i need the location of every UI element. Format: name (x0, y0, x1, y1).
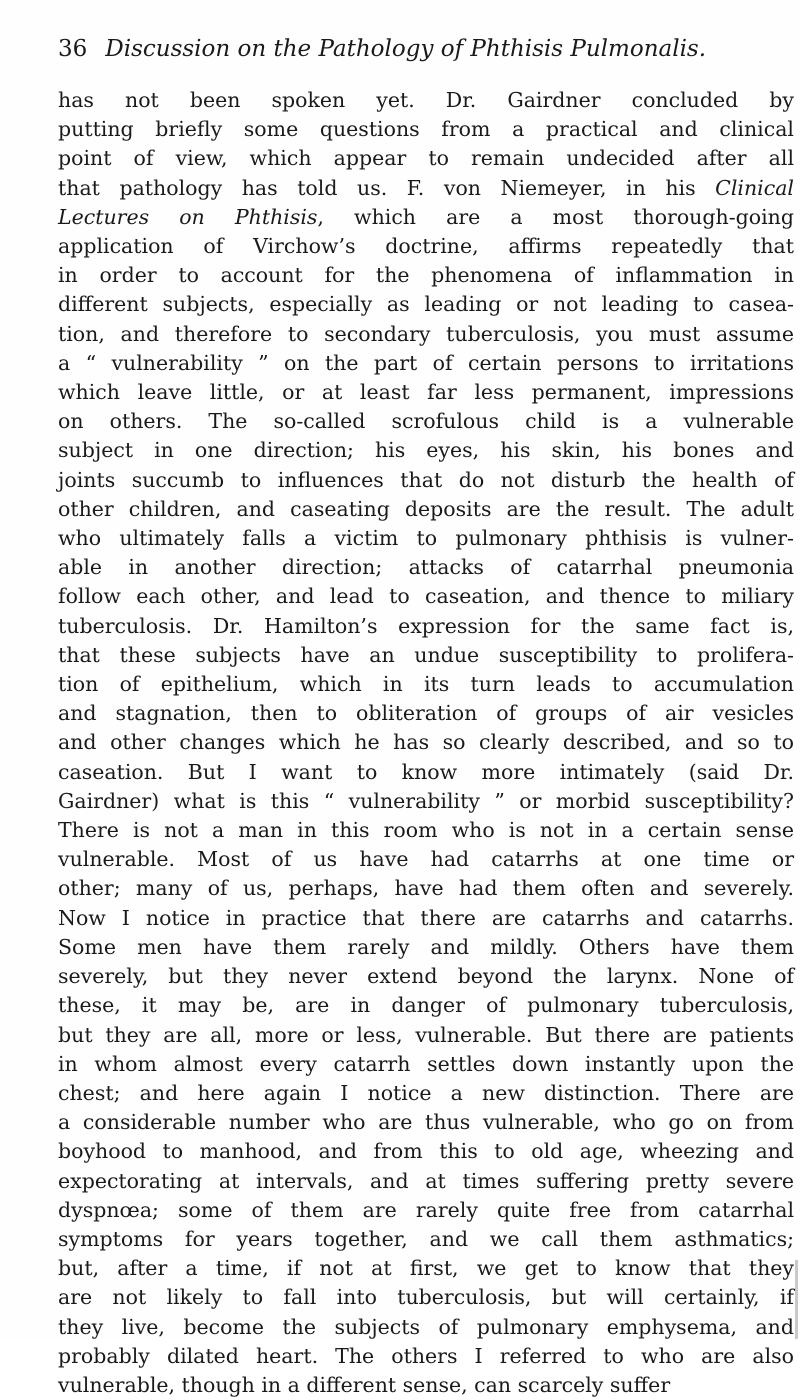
line-text: are not likely to fall into tuberculosis, but will certainly, if (58, 1285, 794, 1310)
line-text: probably dilated heart. The others I referred to who are also (58, 1343, 794, 1368)
running-title: Discussion on the Pathology of Phthisis Pulmonalis. (105, 36, 707, 62)
line-text: that pathology has told us. F. von Niemeyer, in his (58, 175, 716, 200)
line-text: a “ vulnerability ” on the part of certain persons to irritations (58, 350, 794, 375)
line-text: tion, and therefore to secondary tuberculosis, you must assume (58, 321, 794, 346)
text-line (58, 144, 794, 173)
page-edge-shadow (795, 1260, 798, 1339)
line-text: subject in one direction; his eyes, his skin, his bones and (58, 438, 794, 463)
line-text: , which are a most thorough-going (317, 204, 794, 229)
text-line (58, 991, 794, 1020)
line-text: has not been spoken yet. Dr. Gairdner concluded by (58, 88, 794, 112)
text-line (58, 1050, 794, 1079)
running-head (58, 36, 758, 62)
text-line (58, 1254, 794, 1283)
line-text: putting briefly some questions from a practical and clinical (58, 117, 794, 142)
text-line (58, 1079, 794, 1108)
line-text: but they are all, more or less, vulnerable. But there are patients (58, 1022, 794, 1047)
text-line (58, 816, 794, 845)
text-line (58, 1371, 794, 1400)
text-line (58, 320, 794, 349)
line-text: joints succumb to influences that do not disturb the health of (58, 467, 794, 492)
line-text: point of view, which appear to remain undecided after all (58, 146, 794, 171)
text-line (58, 641, 794, 670)
text-line (58, 553, 794, 582)
line-text: expectorating at intervals, and at times suffering pretty severe (58, 1168, 794, 1193)
line-text: There is not a man in this room who is not in a certain sense (58, 818, 794, 843)
line-text: tuberculosis. Dr. Hamilton’s expression for the same fact is, (58, 613, 794, 638)
text-line (58, 1196, 794, 1225)
line-text: severely, but they never extend beyond the larynx. None of (58, 964, 794, 989)
text-line (58, 115, 794, 144)
text-line (58, 378, 794, 407)
line-text: in whom almost every catarrh settles down instantly upon the (58, 1051, 794, 1076)
italic-title: Clinical (715, 175, 794, 200)
page-number: 36 (58, 36, 88, 62)
text-line (58, 290, 794, 319)
body-paragraph (58, 86, 794, 1400)
line-text: tion of epithelium, which in its turn leads to accumulation (58, 672, 794, 697)
text-line (58, 203, 794, 232)
text-line (58, 904, 794, 933)
line-text: application of Virchow’s doctrine, affirms repeatedly that (58, 234, 794, 259)
line-text: on others. The so-called scrofulous child is a vulnerable (58, 409, 794, 434)
text-line (58, 495, 794, 524)
line-text: which leave little, or at least far less permanent, impressions (58, 380, 794, 405)
text-line (58, 787, 794, 816)
text-line (58, 874, 794, 903)
text-line (58, 174, 794, 203)
line-text: and other changes which he has so clearly described, and so to (58, 730, 794, 755)
line-text: other children, and caseating deposits are the result. The adult (58, 496, 794, 521)
line-text: in order to account for the phenomena of inflammation in (58, 263, 794, 288)
text-line (58, 1225, 794, 1254)
line-text: Gairdner) what is this “ vulnerability ” or morbid susceptibility? (58, 788, 794, 813)
text-line (58, 1342, 794, 1371)
line-text: Now I notice in practice that there are catarrhs and catarrhs. (58, 905, 794, 930)
text-line (58, 1313, 794, 1342)
text-line (58, 670, 794, 699)
text-line (58, 1021, 794, 1050)
text-line (58, 933, 794, 962)
line-text: follow each other, and lead to caseation, and thence to miliary (58, 584, 794, 609)
line-text: these, it may be, are in danger of pulmonary tuberculosis, (58, 993, 794, 1018)
text-line (58, 232, 794, 261)
line-text: Some men have them rarely and mildly. Others have them (58, 934, 794, 959)
line-text: who ultimately falls a victim to pulmonary phthisis is vulner- (58, 526, 794, 551)
line-text: dyspnœa; some of them are rarely quite free from catarrhal (58, 1197, 794, 1222)
line-text: and stagnation, then to obliteration of groups of air vesicles (58, 701, 794, 726)
line-text: vulnerable. Most of us have had catarrhs at one time or (58, 847, 794, 872)
text-line (58, 845, 794, 874)
line-text: they live, become the subjects of pulmonary emphysema, and (58, 1314, 794, 1339)
text-line (58, 728, 794, 757)
line-text: but, after a time, if not at first, we get to know that they (58, 1256, 794, 1281)
line-text: symptoms for years together, and we call them asthmatics; (58, 1226, 794, 1251)
text-line (58, 349, 794, 378)
text-line (58, 1108, 794, 1137)
line-text: vulnerable, though in a different sense, can scarcely suffer (58, 1372, 671, 1397)
line-text: caseation. But I want to know more intimately (said Dr. (58, 759, 794, 784)
text-line (58, 699, 794, 728)
line-text: different subjects, especially as leading or not leading to casea- (58, 292, 794, 317)
text-line (58, 612, 794, 641)
line-text: that these subjects have an undue susceptibility to prolifera- (58, 642, 794, 667)
text-line (58, 407, 794, 436)
text-line (58, 582, 794, 611)
text-line (58, 436, 794, 465)
line-text: boyhood to manhood, and from this to old age, wheezing and (58, 1139, 794, 1164)
text-line (58, 758, 794, 787)
text-line (58, 1167, 794, 1196)
text-line (58, 962, 794, 991)
text-line (58, 86, 794, 115)
text-line (58, 524, 794, 553)
line-text: able in another direction; attacks of catarrhal pneumonia (58, 555, 794, 580)
italic-title: Lectures on Phthisis (58, 204, 318, 229)
line-text: chest; and here again I notice a new distinction. There are (58, 1080, 794, 1105)
text-line (58, 466, 794, 495)
text-line (58, 1137, 794, 1166)
text-line (58, 1283, 794, 1312)
line-text: a considerable number who are thus vulnerable, who go on from (58, 1110, 794, 1135)
line-text: other; many of us, perhaps, have had them often and severely. (58, 876, 794, 901)
text-line (58, 261, 794, 290)
